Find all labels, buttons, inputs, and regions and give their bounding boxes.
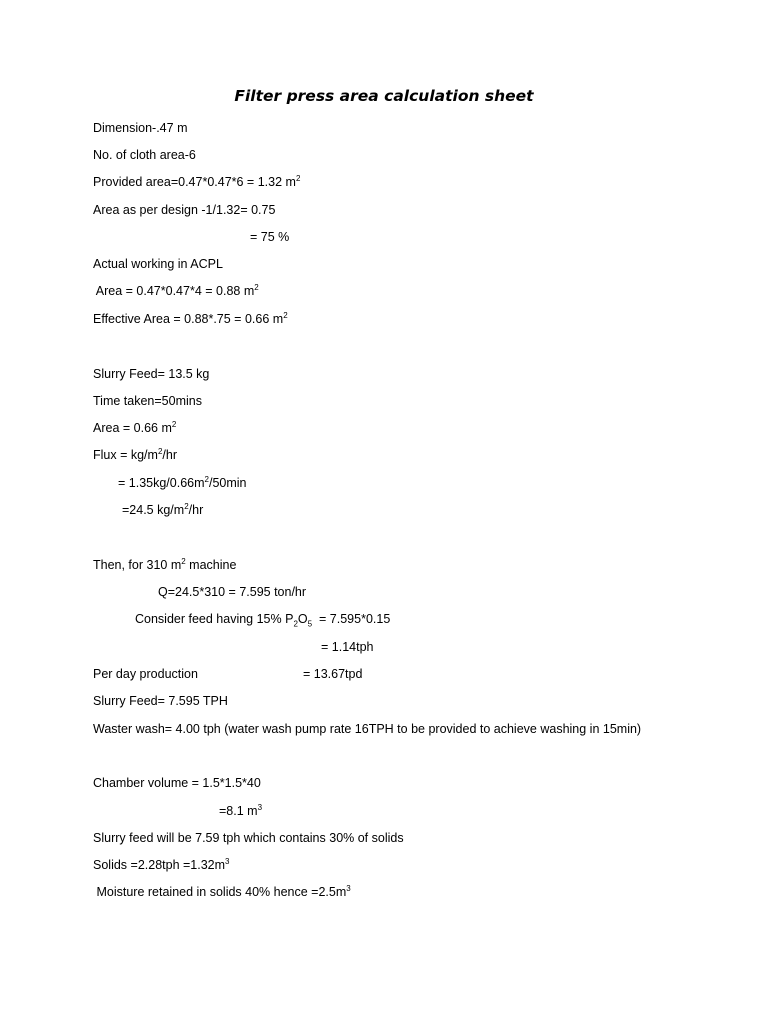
water-wash-line: Waster wash= 4.00 tph (water wash pump rate 16TPH to be provided to achieve washing in 15min)	[93, 722, 642, 736]
tph-result-line: = 1.14tph	[321, 640, 374, 654]
moisture-line: Moisture retained in solids 40% hence $=2.5m^3$	[93, 883, 351, 899]
actual-working-line: Actual working in ACPL	[93, 257, 223, 271]
per-day-value: = 13.67tpd	[303, 667, 363, 681]
time-taken-line: Time taken=50mins	[93, 394, 202, 408]
flux-calc-line: = $1.35kg/0.66m^2/50\min$	[118, 474, 247, 490]
effective-area-line: Effective Area = 0.88*.75 = 0.66 $m^2$	[93, 310, 288, 326]
cloth-area-line: No. of cloth area-6	[93, 148, 196, 162]
area-line: Area = 0.66 $m^2$	[93, 419, 177, 435]
page-title: Filter press area calculation sheet	[234, 87, 534, 105]
flux-result-line: =24.5 $kg/m^2/hr$	[122, 501, 204, 517]
slurry-feed-tph-line: Slurry Feed= 7.595 TPH	[93, 694, 228, 708]
provided-area-line: Provided area=0.47*0.47*6 = 1.32 $m^2$	[93, 173, 301, 189]
percent-line: = 75 %	[250, 230, 290, 244]
chamber-volume-line: Chamber volume = 1.5*1.5*40	[93, 776, 261, 790]
design-area-line: Area as per design -1/1.32= 0.75	[93, 203, 276, 217]
flux-line: Flux = $kg/m^2/hr$	[93, 446, 177, 462]
machine-line: Then, for 310 $m^2$ machine	[93, 556, 237, 572]
dimension-line: Dimension-.47 m	[93, 121, 188, 135]
actual-area-line: Area = 0.47*0.47*4 = 0.88 $m^2$	[93, 282, 259, 298]
solids-line: Solids $=2.28tph =1.32m^3$	[93, 856, 230, 872]
q-line: Q=24.5*310 = 7.595 ton/hr	[158, 585, 307, 599]
slurry-solids-line: Slurry feed will be 7.59 tph which contains 30% of solids	[93, 831, 404, 845]
feed-p2o5-line: Consider feed having 15% $P_2O_5 = 7.595*0.15$	[135, 612, 391, 629]
chamber-volume-result: =8.1 $m^3$	[219, 802, 263, 818]
per-day-label: Per day production	[93, 667, 198, 681]
slurry-feed-line: Slurry Feed= 13.5 kg	[93, 367, 210, 381]
